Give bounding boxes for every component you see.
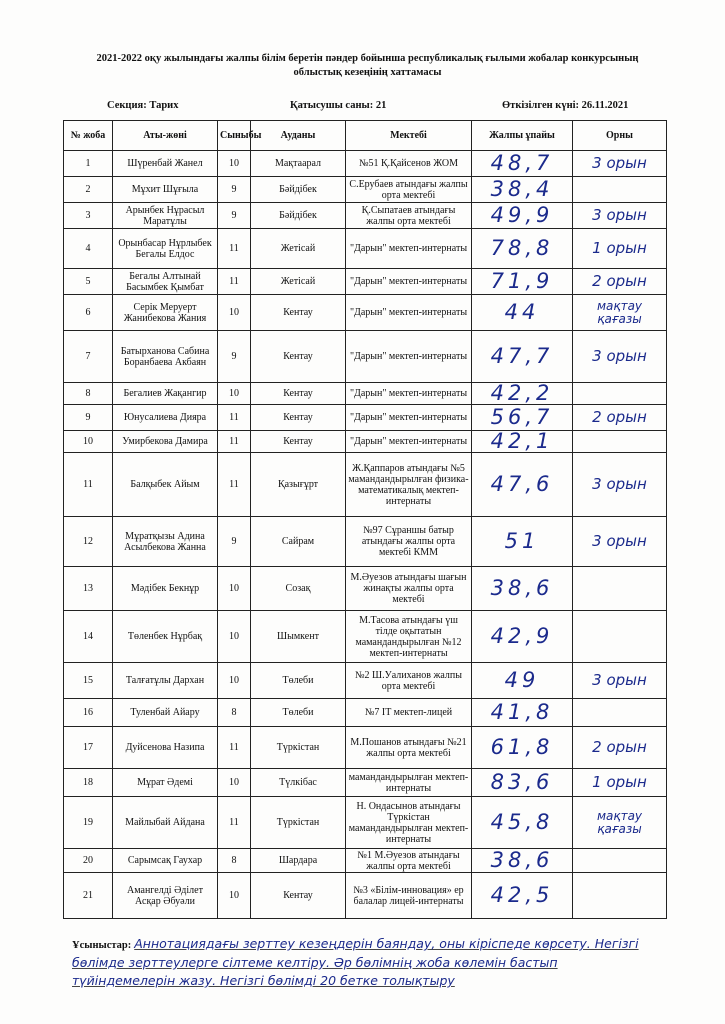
cell-score: 45,8 bbox=[472, 797, 573, 849]
cell-no: 12 bbox=[64, 517, 113, 567]
cell-name: Орынбасар Нұрлыбек Бегалы Елдос bbox=[113, 229, 218, 269]
cell-no: 4 bbox=[64, 229, 113, 269]
table-row bbox=[64, 567, 667, 611]
cell-place: 3 орын bbox=[573, 453, 667, 517]
cell-district: Сайрам bbox=[251, 517, 346, 567]
cell-name: Балқыбек Айым bbox=[113, 453, 218, 517]
cell-name: Шүренбай Жанел bbox=[113, 151, 218, 177]
cell-name: Юнусалиева Дияра bbox=[113, 405, 218, 431]
cell-grade: 10 bbox=[218, 383, 251, 405]
cell-name: Мұратқызы Адина Асылбекова Жанна bbox=[113, 517, 218, 567]
cell-name: Мұхит Шұғыла bbox=[113, 177, 218, 203]
cell-score: 44 bbox=[472, 295, 573, 331]
document-title: 2021-2022 оқу жылындағы жалпы білім беретін пәндер бойынша республикалық ғылыми жобалар конкурсының облыстық кезеңінің хаттамасы bbox=[96, 53, 639, 78]
cell-school: М.Тасова атындағы үш тілде оқытатын мамандандырылған №12 мектеп-интернаты bbox=[346, 611, 472, 663]
recommendations-text: Аннотациядағы зерттеу кезеңдерін баяндау, оны кіріспеде көрсету. Негізгі бөлімде зерттеулерге сілтеме келтіру. Әр бөлімнің жоба көлемін бастып түйіндемелерін жазу. Негізгі бөлімді 20 бетке толықтыру bbox=[72, 936, 639, 988]
cell-school: "Дарын" мектеп-интернаты bbox=[346, 269, 472, 295]
cell-school: мамандандырылған мектеп-интернаты bbox=[346, 769, 472, 797]
cell-school: М.Пошанов атындағы №21 жалпы орта мектебі bbox=[346, 727, 472, 769]
table-row bbox=[64, 797, 667, 849]
cell-name: Арынбек Нұрасыл Маратұлы bbox=[113, 203, 218, 229]
cell-school: Қ.Сыпатаев атындағы жалпы орта мектебі bbox=[346, 203, 472, 229]
cell-grade: 9 bbox=[218, 177, 251, 203]
cell-place bbox=[573, 383, 667, 405]
cell-grade: 8 bbox=[218, 849, 251, 873]
cell-score: 48,7 bbox=[472, 151, 573, 177]
cell-name: Бегалы Алтынай Басымбек Қымбат bbox=[113, 269, 218, 295]
cell-school: №51 Қ.Қайсенов ЖОМ bbox=[346, 151, 472, 177]
cell-grade: 11 bbox=[218, 453, 251, 517]
table-row bbox=[64, 383, 667, 405]
cell-place: 1 орын bbox=[573, 229, 667, 269]
cell-score: 83,6 bbox=[472, 769, 573, 797]
cell-place bbox=[573, 873, 667, 919]
cell-place: 3 орын bbox=[573, 517, 667, 567]
cell-district: Созақ bbox=[251, 567, 346, 611]
cell-district: Бәйдібек bbox=[251, 203, 346, 229]
cell-school: "Дарын" мектеп-интернаты bbox=[346, 405, 472, 431]
cell-district: Түркістан bbox=[251, 797, 346, 849]
cell-name: Амангелді Әділет Асқар Әбуәли bbox=[113, 873, 218, 919]
cell-school: С.Ерубаев атындағы жалпы орта мектебі bbox=[346, 177, 472, 203]
col-header-grade: Сыныбы bbox=[218, 121, 251, 151]
table-row bbox=[64, 295, 667, 331]
table-row bbox=[64, 269, 667, 295]
cell-name: Төленбек Нұрбақ bbox=[113, 611, 218, 663]
cell-place: мақтау қағазы bbox=[573, 797, 667, 849]
table-row bbox=[64, 873, 667, 919]
col-header-district: Ауданы bbox=[251, 121, 346, 151]
recommendations-label: Ұсыныстар: bbox=[72, 940, 132, 951]
cell-place: 2 орын bbox=[573, 727, 667, 769]
cell-no: 3 bbox=[64, 203, 113, 229]
table-row bbox=[64, 769, 667, 797]
cell-district: Кентау bbox=[251, 873, 346, 919]
table-body bbox=[64, 151, 667, 919]
cell-name: Мәдібек Бекнұр bbox=[113, 567, 218, 611]
table-row bbox=[64, 663, 667, 699]
col-header-school: Мектебі bbox=[346, 121, 472, 151]
cell-district: Төлеби bbox=[251, 699, 346, 727]
cell-grade: 11 bbox=[218, 269, 251, 295]
col-header-score: Жалпы ұпайы bbox=[472, 121, 573, 151]
cell-school: "Дарын" мектеп-интернаты bbox=[346, 295, 472, 331]
cell-score: 41,8 bbox=[472, 699, 573, 727]
cell-no: 18 bbox=[64, 769, 113, 797]
cell-school: "Дарын" мектеп-интернаты bbox=[346, 229, 472, 269]
cell-district: Кентау bbox=[251, 383, 346, 405]
table-row bbox=[64, 611, 667, 663]
cell-district: Түркістан bbox=[251, 727, 346, 769]
table-row bbox=[64, 727, 667, 769]
cell-score: 49 bbox=[472, 663, 573, 699]
cell-name: Талғатұлы Дархан bbox=[113, 663, 218, 699]
table-row bbox=[64, 177, 667, 203]
cell-place: 1 орын bbox=[573, 769, 667, 797]
cell-place: 3 орын bbox=[573, 203, 667, 229]
table-row bbox=[64, 229, 667, 269]
participants-count: Қатысушы саны: 21 bbox=[290, 100, 387, 111]
cell-no: 8 bbox=[64, 383, 113, 405]
cell-district: Кентау bbox=[251, 331, 346, 383]
cell-district: Қазығұрт bbox=[251, 453, 346, 517]
cell-no: 1 bbox=[64, 151, 113, 177]
cell-school: Н. Ондасынов атындағы Түркістан мамандандырылған мектеп-интернаты bbox=[346, 797, 472, 849]
cell-score: 42,5 bbox=[472, 873, 573, 919]
cell-score: 56,7 bbox=[472, 405, 573, 431]
cell-score: 47,6 bbox=[472, 453, 573, 517]
cell-grade: 11 bbox=[218, 431, 251, 453]
cell-district: Кентау bbox=[251, 405, 346, 431]
cell-place bbox=[573, 177, 667, 203]
cell-score: 61,8 bbox=[472, 727, 573, 769]
cell-district: Түлкібас bbox=[251, 769, 346, 797]
table-row bbox=[64, 405, 667, 431]
cell-name: Дуйсенова Назипа bbox=[113, 727, 218, 769]
cell-grade: 11 bbox=[218, 727, 251, 769]
cell-score: 71,9 bbox=[472, 269, 573, 295]
section-label: Секция: Тарих bbox=[107, 100, 179, 111]
table-row bbox=[64, 331, 667, 383]
cell-name: Умирбекова Дамира bbox=[113, 431, 218, 453]
cell-place: 3 орын bbox=[573, 663, 667, 699]
cell-district: Кентау bbox=[251, 431, 346, 453]
cell-score: 49,9 bbox=[472, 203, 573, 229]
cell-district: Бәйдібек bbox=[251, 177, 346, 203]
cell-grade: 10 bbox=[218, 611, 251, 663]
cell-grade: 9 bbox=[218, 331, 251, 383]
cell-place: 2 орын bbox=[573, 405, 667, 431]
cell-school: Ж.Қаппаров атындағы №5 мамандандырылған физика-математикалық мектеп-интернаты bbox=[346, 453, 472, 517]
cell-no: 14 bbox=[64, 611, 113, 663]
cell-score: 38,6 bbox=[472, 849, 573, 873]
cell-score: 47,7 bbox=[472, 331, 573, 383]
cell-district: Мақтаарал bbox=[251, 151, 346, 177]
cell-grade: 10 bbox=[218, 663, 251, 699]
cell-score: 42,9 bbox=[472, 611, 573, 663]
cell-score: 42,1 bbox=[472, 431, 573, 453]
table-row bbox=[64, 699, 667, 727]
cell-grade: 10 bbox=[218, 769, 251, 797]
table-row bbox=[64, 203, 667, 229]
cell-no: 10 bbox=[64, 431, 113, 453]
cell-name: Мұрат Әдемі bbox=[113, 769, 218, 797]
cell-district: Жетісай bbox=[251, 229, 346, 269]
cell-grade: 10 bbox=[218, 295, 251, 331]
cell-no: 2 bbox=[64, 177, 113, 203]
cell-school: №3 «Білім-инновация» ер балалар лицей-интернаты bbox=[346, 873, 472, 919]
cell-district: Төлеби bbox=[251, 663, 346, 699]
cell-name: Батырханова Сабина Боранбаева Акбаян bbox=[113, 331, 218, 383]
cell-grade: 11 bbox=[218, 797, 251, 849]
table-row bbox=[64, 453, 667, 517]
cell-place bbox=[573, 849, 667, 873]
cell-school: "Дарын" мектеп-интернаты bbox=[346, 431, 472, 453]
cell-place: мақтау қағазы bbox=[573, 295, 667, 331]
cell-no: 20 bbox=[64, 849, 113, 873]
table-row bbox=[64, 849, 667, 873]
cell-district: Шардара bbox=[251, 849, 346, 873]
cell-place bbox=[573, 611, 667, 663]
cell-no: 15 bbox=[64, 663, 113, 699]
cell-no: 6 bbox=[64, 295, 113, 331]
cell-name: Майлыбай Айдана bbox=[113, 797, 218, 849]
cell-grade: 8 bbox=[218, 699, 251, 727]
col-header-place: Орны bbox=[573, 121, 667, 151]
col-header-no: № жоба bbox=[64, 121, 113, 151]
table-row bbox=[64, 151, 667, 177]
cell-grade: 9 bbox=[218, 517, 251, 567]
table-row bbox=[64, 431, 667, 453]
cell-name: Серік Меруерт Жанибекова Жания bbox=[113, 295, 218, 331]
cell-no: 9 bbox=[64, 405, 113, 431]
cell-school: "Дарын" мектеп-интернаты bbox=[346, 383, 472, 405]
cell-name: Сарымсақ Гаухар bbox=[113, 849, 218, 873]
event-date: Өткізілген күні: 26.11.2021 bbox=[502, 100, 629, 111]
recommendations bbox=[72, 935, 657, 990]
cell-school: "Дарын" мектеп-интернаты bbox=[346, 331, 472, 383]
cell-no: 17 bbox=[64, 727, 113, 769]
cell-no: 19 bbox=[64, 797, 113, 849]
cell-school: М.Әуезов атындағы шағын жинақты жалпы орта мектебі bbox=[346, 567, 472, 611]
cell-name: Бегалиев Жақангир bbox=[113, 383, 218, 405]
cell-place: 3 орын bbox=[573, 151, 667, 177]
cell-no: 5 bbox=[64, 269, 113, 295]
cell-no: 7 bbox=[64, 331, 113, 383]
cell-place bbox=[573, 567, 667, 611]
cell-place bbox=[573, 699, 667, 727]
cell-school: №7 IT мектеп-лицей bbox=[346, 699, 472, 727]
cell-school: №97 Сұраншы батыр атындағы жалпы орта мектебі КММ bbox=[346, 517, 472, 567]
cell-school: №2 Ш.Уалиханов жалпы орта мектебі bbox=[346, 663, 472, 699]
cell-score: 51 bbox=[472, 517, 573, 567]
cell-grade: 11 bbox=[218, 229, 251, 269]
cell-name: Туленбай Айару bbox=[113, 699, 218, 727]
cell-district: Кентау bbox=[251, 295, 346, 331]
cell-score: 78,8 bbox=[472, 229, 573, 269]
cell-school: №1 М.Әуезов атындағы жалпы орта мектебі bbox=[346, 849, 472, 873]
cell-grade: 11 bbox=[218, 405, 251, 431]
cell-score: 38,4 bbox=[472, 177, 573, 203]
col-header-name: Аты-жөні bbox=[113, 121, 218, 151]
cell-grade: 10 bbox=[218, 873, 251, 919]
table-header-row bbox=[64, 121, 667, 151]
cell-no: 11 bbox=[64, 453, 113, 517]
cell-no: 13 bbox=[64, 567, 113, 611]
cell-place: 2 орын bbox=[573, 269, 667, 295]
cell-district: Шымкент bbox=[251, 611, 346, 663]
cell-place bbox=[573, 431, 667, 453]
cell-grade: 10 bbox=[218, 567, 251, 611]
cell-no: 16 bbox=[64, 699, 113, 727]
cell-grade: 10 bbox=[218, 151, 251, 177]
cell-score: 38,6 bbox=[472, 567, 573, 611]
cell-no: 21 bbox=[64, 873, 113, 919]
results-table bbox=[63, 120, 667, 919]
cell-score: 42,2 bbox=[472, 383, 573, 405]
table-row bbox=[64, 517, 667, 567]
cell-place: 3 орын bbox=[573, 331, 667, 383]
cell-grade: 9 bbox=[218, 203, 251, 229]
cell-district: Жетісай bbox=[251, 269, 346, 295]
